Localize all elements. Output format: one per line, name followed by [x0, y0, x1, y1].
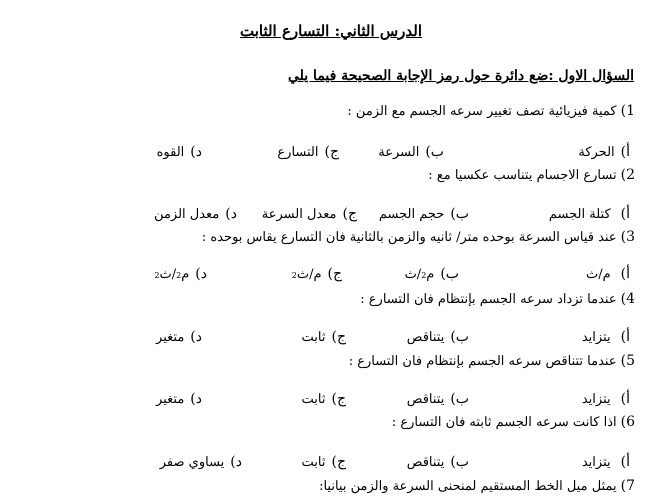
option-2-b[interactable]: ب) حجم الجسم	[378, 206, 469, 222]
option-6-c[interactable]: ج) ثابت	[301, 454, 346, 470]
option-6-a[interactable]: أ) يتزايد	[581, 454, 630, 470]
option-5-d[interactable]: د) متغير	[156, 391, 202, 407]
question-6: 6)اذا كانت سرعه الجسم ثابته فان التسارع :	[391, 414, 635, 430]
option-3-b[interactable]: ب) م 2 /ث	[404, 266, 459, 282]
question-7: 7)يمثل ميل الخط المستقيم لمنحنى السرعة والزمن بيانيا:	[319, 478, 635, 494]
question-5: 5)عندما تتناقص سرعه الجسم بإنتظام فان التسارع :	[348, 353, 635, 369]
option-5-a[interactable]: أ) يتزايد	[581, 391, 630, 407]
section-heading: السؤال الاول :ضع دائرة حول رمز الإجابة الصحيحة فيما يلي	[287, 68, 634, 84]
option-5-c[interactable]: ج) ثابت	[301, 391, 346, 407]
question-1: 1)كمية فيزيائية تصف تغيير سرعه الجسم مع الزمن :	[347, 103, 635, 119]
option-1-b[interactable]: ب) السرعة	[378, 144, 444, 160]
question-4: 4)عندما تزداد سرعه الجسم بإنتظام فان التسارع :	[360, 291, 635, 307]
option-6-d[interactable]: د) يساوي صفر	[159, 454, 242, 470]
question-3: 3)عند قياس السرعة بوحده متر/ ثانيه والزمن بالثانية فان التسارع يقاس بوحده :	[201, 229, 635, 245]
option-4-b[interactable]: ب) يتناقص	[406, 329, 469, 345]
option-6-b[interactable]: ب) يتناقص	[406, 454, 469, 470]
option-1-c[interactable]: ج) التسارع	[277, 144, 339, 160]
option-4-a[interactable]: أ) يتزايد	[581, 329, 630, 345]
option-3-c[interactable]: ج) م/ث 2	[291, 266, 342, 282]
option-4-d[interactable]: د) متغير	[156, 329, 202, 345]
question-2: 2)تسارع الاجسام يتناسب عكسيا مع :	[428, 167, 635, 183]
option-2-c[interactable]: ج) معدل السرعة	[261, 206, 357, 222]
page-title: الدرس الثاني: التسارع الثابت	[239, 22, 423, 40]
option-3-d[interactable]: د) م 2 /ث 2	[154, 266, 207, 282]
option-5-b[interactable]: ب) يتناقص	[406, 391, 469, 407]
option-4-c[interactable]: ج) ثابت	[301, 329, 346, 345]
option-2-a[interactable]: أ) كتلة الجسم	[548, 206, 630, 222]
option-2-d[interactable]: د) معدل الزمن	[154, 206, 237, 222]
option-1-a[interactable]: أ) الحركة	[578, 144, 630, 160]
option-1-d[interactable]: د) القوه	[156, 144, 202, 160]
option-3-a[interactable]: أ) م/ث	[585, 266, 630, 282]
